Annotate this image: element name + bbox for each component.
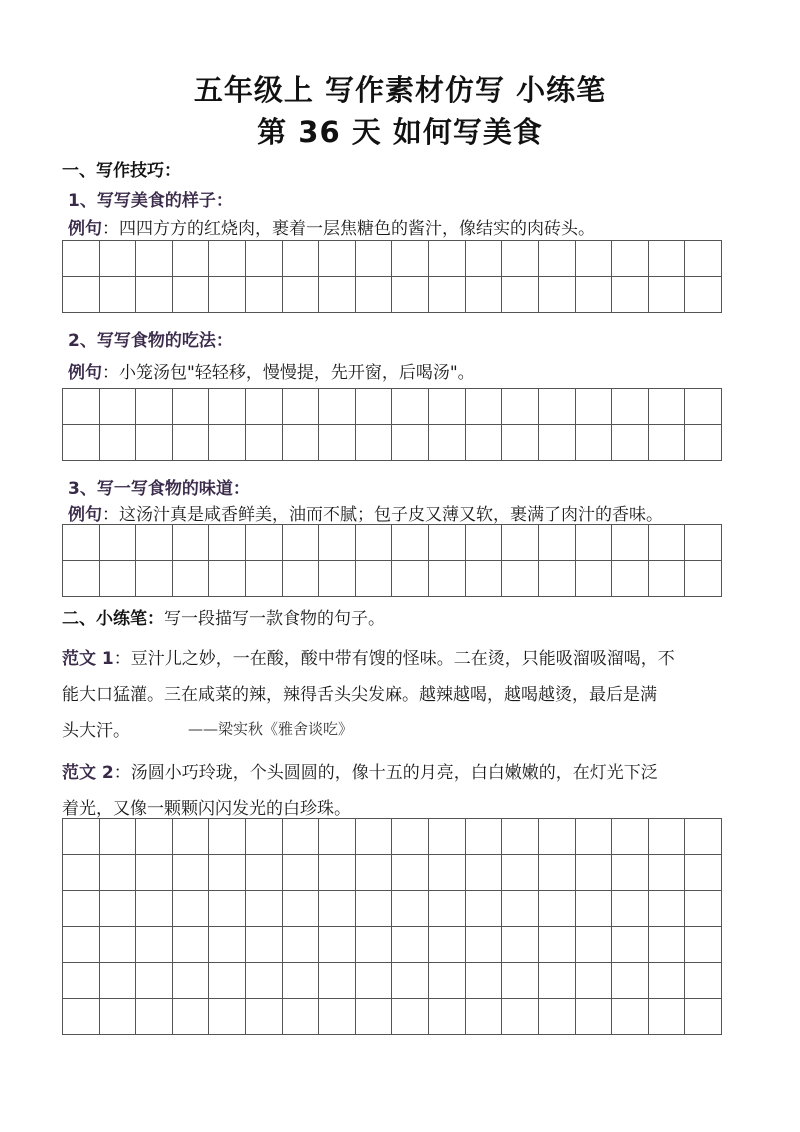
grid-cell[interactable] [612,277,649,313]
grid-cell[interactable] [392,963,429,999]
grid-cell[interactable] [612,891,649,927]
grid-cell[interactable] [576,525,613,561]
grid-cell[interactable] [209,819,246,855]
grid-cell[interactable] [283,855,320,891]
grid-cell[interactable] [209,855,246,891]
grid-cell[interactable] [100,963,137,999]
grid-cell[interactable] [246,241,283,277]
grid-cell[interactable] [612,855,649,891]
grid-cell[interactable] [356,927,393,963]
grid-cell[interactable] [63,389,100,425]
grid-cell[interactable] [612,819,649,855]
grid-cell[interactable] [319,999,356,1035]
grid-cell[interactable] [100,241,137,277]
grid-cell[interactable] [356,561,393,597]
grid-cell[interactable] [136,891,173,927]
grid-cell[interactable] [63,891,100,927]
grid-cell[interactable] [209,241,246,277]
grid-cell[interactable] [283,819,320,855]
grid-cell[interactable] [649,891,686,927]
grid-cell[interactable] [173,389,210,425]
grid-cell[interactable] [283,389,320,425]
grid-cell[interactable] [466,963,503,999]
grid-cell[interactable] [429,891,466,927]
title-line-1: 五年级上 写作素材仿写 小练笔 [193,73,607,107]
grid-cell[interactable] [319,891,356,927]
grid-cell[interactable] [685,277,722,313]
grid-cell[interactable] [612,425,649,461]
grid-cell[interactable] [63,819,100,855]
title-line-2: 第 36 天 如何写美食 [257,115,543,149]
example-text: ：四四方方的红烧肉，裹着一层焦糖色的酱汁，像结实的肉砖头。 [102,219,595,239]
grid-cell[interactable] [466,277,503,313]
grid-cell[interactable] [173,999,210,1035]
grid-cell[interactable] [502,425,539,461]
grid-cell[interactable] [392,891,429,927]
grid-cell[interactable] [649,241,686,277]
grid-cell[interactable] [173,277,210,313]
grid-cell[interactable] [173,241,210,277]
grid-cell[interactable] [392,855,429,891]
grid-cell[interactable] [63,277,100,313]
grid-cell[interactable] [136,927,173,963]
grid-cell[interactable] [685,819,722,855]
grid-cell[interactable] [319,963,356,999]
grid-cell[interactable] [356,819,393,855]
grid-cell[interactable] [649,525,686,561]
grid-cell[interactable] [429,819,466,855]
section-2-heading: 二、小练笔： [62,609,164,629]
grid-cell[interactable] [246,999,283,1035]
grid-cell[interactable] [319,425,356,461]
grid-cell[interactable] [136,963,173,999]
grid-cell[interactable] [502,277,539,313]
grid-cell[interactable] [319,855,356,891]
grid-cell[interactable] [356,855,393,891]
example-label: 例句 [68,363,102,383]
grid-cell[interactable] [576,927,613,963]
grid-cell[interactable] [136,241,173,277]
grid-cell[interactable] [576,389,613,425]
grid-cell[interactable] [466,389,503,425]
grid-cell[interactable] [466,561,503,597]
grid-cell[interactable] [685,561,722,597]
grid-cell[interactable] [502,963,539,999]
technique-3-heading: 3、写一写食物的味道： [68,479,250,499]
writing-grid-4[interactable] [62,818,722,1035]
grid-cell[interactable] [173,927,210,963]
grid-cell[interactable] [356,963,393,999]
grid-cell[interactable] [356,525,393,561]
grid-cell[interactable] [649,277,686,313]
grid-cell[interactable] [319,525,356,561]
grid-cell[interactable] [246,561,283,597]
grid-cell[interactable] [649,999,686,1035]
grid-cell[interactable] [429,561,466,597]
grid-cell[interactable] [576,277,613,313]
grid-cell[interactable] [319,927,356,963]
grid-cell[interactable] [356,999,393,1035]
grid-cell[interactable] [209,927,246,963]
grid-cell[interactable] [319,277,356,313]
grid-cell[interactable] [576,999,613,1035]
grid-cell[interactable] [136,819,173,855]
grid-cell[interactable] [392,425,429,461]
grid-cell[interactable] [209,389,246,425]
sample-1-line-1 [62,644,675,669]
sample-1-attribution: ——梁实秋《雅舍谈吃》 [188,720,354,738]
grid-cell[interactable] [539,963,576,999]
grid-cell[interactable] [246,389,283,425]
writing-grid-3[interactable] [62,524,722,597]
grid-cell[interactable] [466,855,503,891]
grid-cell[interactable] [173,525,210,561]
sample-2-text: ：汤圆小巧玲珑，个头圆圆的，像十五的月亮，白白嫩嫩的，在灯光下泛 [113,763,658,783]
sample-2-line-2: 着光，又像一颗颗闪闪发光的白珍珠。 [62,799,351,819]
grid-cell[interactable] [136,277,173,313]
grid-cell[interactable] [283,525,320,561]
grid-cell[interactable] [100,855,137,891]
grid-cell[interactable] [136,855,173,891]
grid-cell[interactable] [63,241,100,277]
grid-cell[interactable] [63,425,100,461]
grid-cell[interactable] [685,963,722,999]
grid-cell[interactable] [63,963,100,999]
technique-1-heading: 1、写写美食的样子： [68,191,233,211]
grid-cell[interactable] [283,963,320,999]
grid-cell[interactable] [136,425,173,461]
section-2-task: 写一段描写一款食物的句子。 [164,609,385,629]
example-label: 例句 [68,219,102,239]
grid-cell[interactable] [502,891,539,927]
grid-cell[interactable] [685,241,722,277]
grid-cell[interactable] [502,561,539,597]
grid-cell[interactable] [173,891,210,927]
grid-cell[interactable] [502,927,539,963]
grid-cell[interactable] [649,389,686,425]
grid-cell[interactable] [100,819,137,855]
grid-cell[interactable] [576,819,613,855]
grid-cell[interactable] [539,425,576,461]
grid-cell[interactable] [283,241,320,277]
grid-cell[interactable] [209,999,246,1035]
grid-cell[interactable] [576,891,613,927]
grid-cell[interactable] [576,241,613,277]
example-sentence-3 [68,500,663,525]
grid-cell[interactable] [173,855,210,891]
grid-cell[interactable] [246,855,283,891]
grid-cell[interactable] [319,561,356,597]
grid-cell[interactable] [63,855,100,891]
grid-cell[interactable] [685,525,722,561]
grid-cell[interactable] [319,389,356,425]
grid-cell[interactable] [63,525,100,561]
section-1-heading: 一、写作技巧： [62,161,181,181]
grid-cell[interactable] [539,891,576,927]
grid-cell[interactable] [539,927,576,963]
grid-cell[interactable] [466,525,503,561]
grid-cell[interactable] [502,999,539,1035]
grid-cell[interactable] [685,855,722,891]
writing-grid-2[interactable] [62,388,722,461]
grid-cell[interactable] [100,927,137,963]
grid-cell[interactable] [392,389,429,425]
grid-cell[interactable] [466,425,503,461]
grid-cell[interactable] [136,561,173,597]
technique-2-heading: 2、写写食物的吃法： [68,331,233,351]
grid-cell[interactable] [246,425,283,461]
grid-cell[interactable] [173,819,210,855]
grid-cell[interactable] [209,525,246,561]
grid-cell[interactable] [136,389,173,425]
grid-cell[interactable] [356,241,393,277]
grid-cell[interactable] [612,241,649,277]
grid-cell[interactable] [392,277,429,313]
grid-cell[interactable] [246,891,283,927]
grid-cell[interactable] [612,389,649,425]
grid-cell[interactable] [209,891,246,927]
grid-cell[interactable] [392,561,429,597]
grid-cell[interactable] [576,425,613,461]
grid-cell[interactable] [246,525,283,561]
grid-cell[interactable] [319,819,356,855]
grid-cell[interactable] [100,389,137,425]
grid-cell[interactable] [173,963,210,999]
grid-cell[interactable] [612,561,649,597]
grid-cell[interactable] [392,999,429,1035]
grid-cell[interactable] [685,389,722,425]
sample-1-label: 范文 1 [62,649,114,669]
example-sentence-1 [68,214,595,239]
grid-cell[interactable] [356,277,393,313]
section-2-heading-line [62,604,385,629]
grid-cell[interactable] [649,425,686,461]
grid-cell[interactable] [63,927,100,963]
grid-cell[interactable] [649,561,686,597]
grid-cell[interactable] [502,525,539,561]
grid-cell[interactable] [63,561,100,597]
grid-cell[interactable] [209,561,246,597]
grid-cell[interactable] [649,963,686,999]
grid-cell[interactable] [136,525,173,561]
grid-cell[interactable] [392,819,429,855]
grid-cell[interactable] [392,927,429,963]
grid-cell[interactable] [356,425,393,461]
grid-cell[interactable] [685,425,722,461]
grid-cell[interactable] [502,855,539,891]
grid-cell[interactable] [100,525,137,561]
grid-cell[interactable] [539,241,576,277]
grid-cell[interactable] [100,561,137,597]
grid-cell[interactable] [246,927,283,963]
grid-cell[interactable] [392,525,429,561]
grid-cell[interactable] [429,277,466,313]
grid-cell[interactable] [209,277,246,313]
example-text: ：小笼汤包"轻轻移，慢慢提，先开窗，后喝汤"。 [102,363,475,383]
grid-cell[interactable] [100,425,137,461]
grid-cell[interactable] [356,389,393,425]
grid-cell[interactable] [173,561,210,597]
grid-cell[interactable] [429,425,466,461]
grid-cell[interactable] [612,999,649,1035]
grid-cell[interactable] [319,241,356,277]
example-label: 例句 [68,505,102,525]
grid-cell[interactable] [136,999,173,1035]
grid-cell[interactable] [283,277,320,313]
grid-cell[interactable] [612,963,649,999]
grid-cell[interactable] [539,389,576,425]
grid-cell[interactable] [209,425,246,461]
grid-cell[interactable] [429,927,466,963]
grid-cell[interactable] [392,241,429,277]
grid-cell[interactable] [246,277,283,313]
grid-cell[interactable] [283,425,320,461]
sample-1-text: ：豆汁儿之妙，一在酸，酸中带有馊的怪味。二在烫，只能吸溜吸溜喝，不 [113,649,675,669]
grid-cell[interactable] [63,999,100,1035]
grid-cell[interactable] [283,927,320,963]
grid-cell[interactable] [502,389,539,425]
grid-cell[interactable] [100,277,137,313]
sample-1-line-2: 能大口猛灌。三在咸菜的辣，辣得舌头尖发麻。越辣越喝，越喝越烫，最后是满 [62,685,657,705]
grid-cell[interactable] [502,241,539,277]
grid-cell[interactable] [685,891,722,927]
sample-2-label: 范文 2 [62,763,114,783]
grid-cell[interactable] [576,855,613,891]
grid-cell[interactable] [539,819,576,855]
grid-cell[interactable] [539,277,576,313]
grid-cell[interactable] [539,999,576,1035]
grid-cell[interactable] [356,891,393,927]
example-sentence-2 [68,358,475,383]
grid-cell[interactable] [429,999,466,1035]
grid-cell[interactable] [685,999,722,1035]
grid-cell[interactable] [466,999,503,1035]
example-text: ：这汤汁真是咸香鲜美，油而不腻；包子皮又薄又软，裹满了肉汁的香味。 [102,505,663,525]
grid-cell[interactable] [429,389,466,425]
grid-cell[interactable] [429,963,466,999]
grid-cell[interactable] [685,927,722,963]
grid-cell[interactable] [539,561,576,597]
grid-cell[interactable] [283,891,320,927]
grid-cell[interactable] [100,999,137,1035]
grid-cell[interactable] [649,819,686,855]
grid-cell[interactable] [612,927,649,963]
grid-cell[interactable] [246,963,283,999]
grid-cell[interactable] [576,561,613,597]
grid-cell[interactable] [576,963,613,999]
writing-grid-1[interactable] [62,240,722,313]
sample-1-line-3: 头大汗。 [62,721,130,741]
grid-cell[interactable] [539,855,576,891]
grid-cell[interactable] [466,927,503,963]
sample-2-line-1 [62,758,658,783]
grid-cell[interactable] [649,927,686,963]
grid-cell[interactable] [429,855,466,891]
grid-cell[interactable] [173,425,210,461]
grid-cell[interactable] [429,525,466,561]
grid-cell[interactable] [429,241,466,277]
grid-cell[interactable] [466,891,503,927]
grid-cell[interactable] [283,999,320,1035]
grid-cell[interactable] [612,525,649,561]
grid-cell[interactable] [649,855,686,891]
grid-cell[interactable] [209,963,246,999]
grid-cell[interactable] [100,891,137,927]
grid-cell[interactable] [466,819,503,855]
grid-cell[interactable] [502,819,539,855]
grid-cell[interactable] [466,241,503,277]
grid-cell[interactable] [539,525,576,561]
grid-cell[interactable] [246,819,283,855]
grid-cell[interactable] [283,561,320,597]
